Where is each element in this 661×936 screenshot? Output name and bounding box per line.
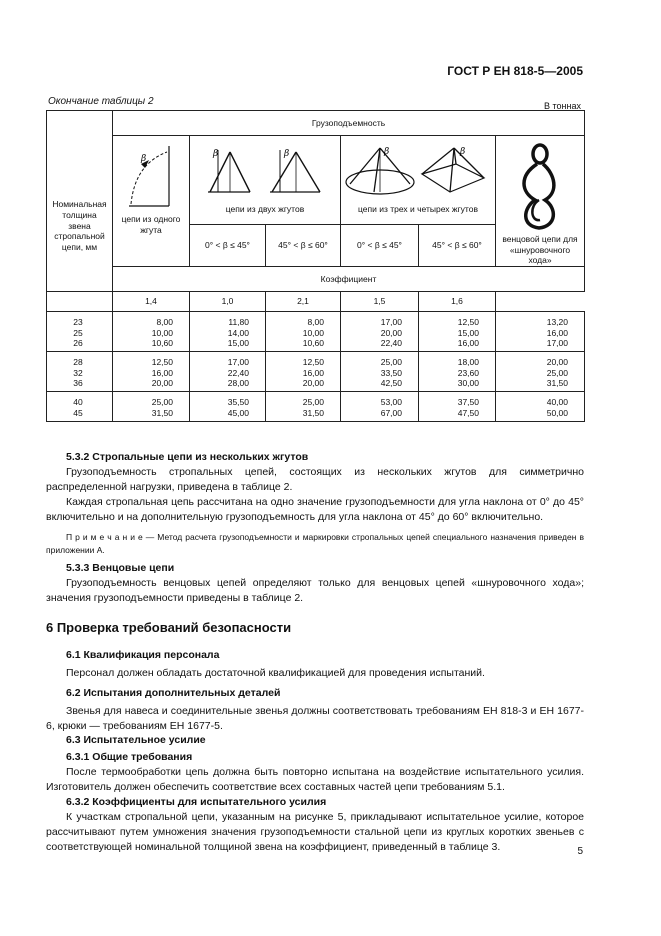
- value-g1-choker: 13,20 16,00 17,00: [496, 311, 585, 351]
- value-g2-three-high: 18,00 23,60 30,00: [419, 351, 496, 391]
- section-6-2: [46, 686, 584, 734]
- single-leg-diagram: [121, 142, 181, 210]
- heading-6-1: 6.1 Квалификация персонала: [66, 649, 220, 661]
- header-three-four-legs: [341, 136, 496, 225]
- choker-chain-diagram: [515, 142, 565, 234]
- angle-three-high: 45° < β ≤ 60°: [419, 225, 496, 266]
- two-legs-diagram: [200, 144, 330, 196]
- note-5-3-2: [46, 531, 584, 557]
- table-unit: В тоннах: [544, 101, 581, 111]
- paragraph-6-3-1: После термообработки цепь должна быть повторно испытана на воздействие испытательного усилия. Изготовитель должен обеспечить соответствие всех составных частей цепи требованиям 5.1.: [46, 766, 584, 793]
- note-label: П р и м е ч а н и е: [66, 532, 143, 542]
- svg-text:β: β: [141, 154, 147, 164]
- thickness-group-1: 23 25 26: [47, 311, 113, 351]
- header-single-leg: [113, 136, 190, 267]
- coefficient-two-high: 1,0: [190, 291, 266, 311]
- two-legs-label: цепи из двух жгутов: [225, 204, 305, 214]
- paragraph-5-3-2-a: Грузоподъемность стропальных цепей, состоящих из нескольких жгутов для симметрично распределенной нагрузки, приведена в таблице 2.: [46, 466, 584, 493]
- capacity-table: [46, 110, 585, 422]
- coefficient-choker: 1,6: [419, 291, 496, 311]
- paragraph-5-3-2-b: Каждая стропальная цепь рассчитана на одно значение грузоподъемности для угла наклона от 0° до 45° включительно и на дополнительную грузоподъемность для угла наклона от 45° до 60° включительно.: [46, 496, 584, 523]
- angle-three-low: 0° < β ≤ 45°: [341, 225, 419, 266]
- value-g3-three-low: 53,00 67,00: [341, 391, 419, 421]
- choker-label: венцовой цепи для «шнуровочного хода»: [502, 234, 578, 266]
- value-g1-two-low: 11,80 14,00 15,00: [190, 311, 266, 351]
- coefficient-three-low: 2,1: [266, 291, 341, 311]
- svg-text:β: β: [460, 147, 466, 157]
- heading-section-6: 6 Проверка требований безопасности: [46, 620, 292, 635]
- heading-6-2: 6.2 Испытания дополнительных деталей: [66, 687, 281, 699]
- coefficient-three-high: 1,5: [341, 291, 419, 311]
- angle-two-low: 0° < β ≤ 45°: [190, 225, 266, 266]
- section-5-3-2: [46, 450, 584, 557]
- svg-text:β: β: [284, 149, 290, 159]
- section-6-1: [46, 648, 584, 681]
- paragraph-6-2: Звенья для навеса и соединительные звенья должны соответствовать требованиям ЕН 818-3 и ЕН 1677-6, крюки — требованиям ЕН 1677-5.: [46, 705, 584, 732]
- value-g1-two-high: 8,00 10,00 10,60: [266, 311, 341, 351]
- single-leg-label: цепи из одного жгута: [121, 214, 181, 235]
- three-four-legs-diagram: [344, 144, 494, 196]
- thickness-group-3: 40 45: [47, 391, 113, 421]
- document-code: ГОСТ Р ЕН 818-5—2005: [447, 64, 583, 78]
- value-g3-two-high: 25,00 31,50: [266, 391, 341, 421]
- svg-text:β: β: [213, 149, 219, 159]
- coefficient-label: Коэффициент: [113, 266, 585, 291]
- table-caption: Окончание таблицы 2: [48, 96, 154, 107]
- section-5-3-3: [46, 561, 584, 606]
- value-g2-single: 12,50 16,00 20,00: [113, 351, 190, 391]
- header-two-legs: [190, 136, 341, 225]
- section-6-3: [46, 733, 584, 855]
- heading-5-3-3: 5.3.3 Венцовые цепи: [66, 562, 175, 574]
- value-g3-three-high: 37,50 47,50: [419, 391, 496, 421]
- value-g1-three-high: 12,50 15,00 16,00: [419, 311, 496, 351]
- value-g1-single: 8,00 10,00 10,60: [113, 311, 190, 351]
- value-g1-three-low: 17,00 20,00 22,40: [341, 311, 419, 351]
- value-g2-two-low: 17,00 22,40 28,00: [190, 351, 266, 391]
- three-four-legs-label: цепи из трех и четырех жгутов: [358, 204, 478, 214]
- header-choker: [496, 136, 585, 267]
- note-text: — Метод расчета грузоподъемности и маркировки стропальных цепей специального назначения приведен в приложении А.: [46, 532, 584, 555]
- coefficient-two-low: 1,4: [113, 291, 190, 311]
- heading-6-3: 6.3 Испытательное усилие: [66, 734, 206, 746]
- page-number: 5: [577, 846, 583, 857]
- paragraph-6-1: Персонал должен обладать достаточной квалификацией для проведения испытаний.: [66, 667, 485, 679]
- heading-6-3-2: 6.3.2 Коэффициенты для испытательного усилия: [66, 796, 327, 808]
- paragraph-5-3-3: Грузоподъемность венцовых цепей определяют только для венцовых цепей «шнуровочного хода»; значения грузоподъемности приведены в таблице 2.: [46, 577, 584, 604]
- heading-6-3-1: 6.3.1 Общие требования: [66, 751, 193, 763]
- paragraph-6-3-2: К участкам стропальной цепи, указанным на рисунке 5, прикладывают испытательное усилие, которое рассчитывают путем умножения значения грузоподъемности стальной цепи из круглых коротких звеньев с соответствующей номинальной толщиной звена на коэффициент, приведенный в таблице 3.: [46, 811, 584, 853]
- value-g2-three-low: 25,00 33,50 42,50: [341, 351, 419, 391]
- value-g2-two-high: 12,50 16,00 20,00: [266, 351, 341, 391]
- header-thickness: Номинальная толщина звена стропальной цепи, мм: [47, 111, 113, 292]
- value-g2-choker: 20,00 25,00 31,50: [496, 351, 585, 391]
- value-g3-single: 25,00 31,50: [113, 391, 190, 421]
- header-capacity: Грузоподъемность: [113, 111, 585, 136]
- value-g3-two-low: 35,50 45,00: [190, 391, 266, 421]
- heading-5-3-2: 5.3.2 Стропальные цепи из нескольких жгутов: [66, 451, 309, 463]
- value-g3-choker: 40,00 50,00: [496, 391, 585, 421]
- thickness-group-2: 28 32 36: [47, 351, 113, 391]
- svg-text:β: β: [384, 147, 390, 157]
- angle-two-high: 45° < β ≤ 60°: [266, 225, 341, 266]
